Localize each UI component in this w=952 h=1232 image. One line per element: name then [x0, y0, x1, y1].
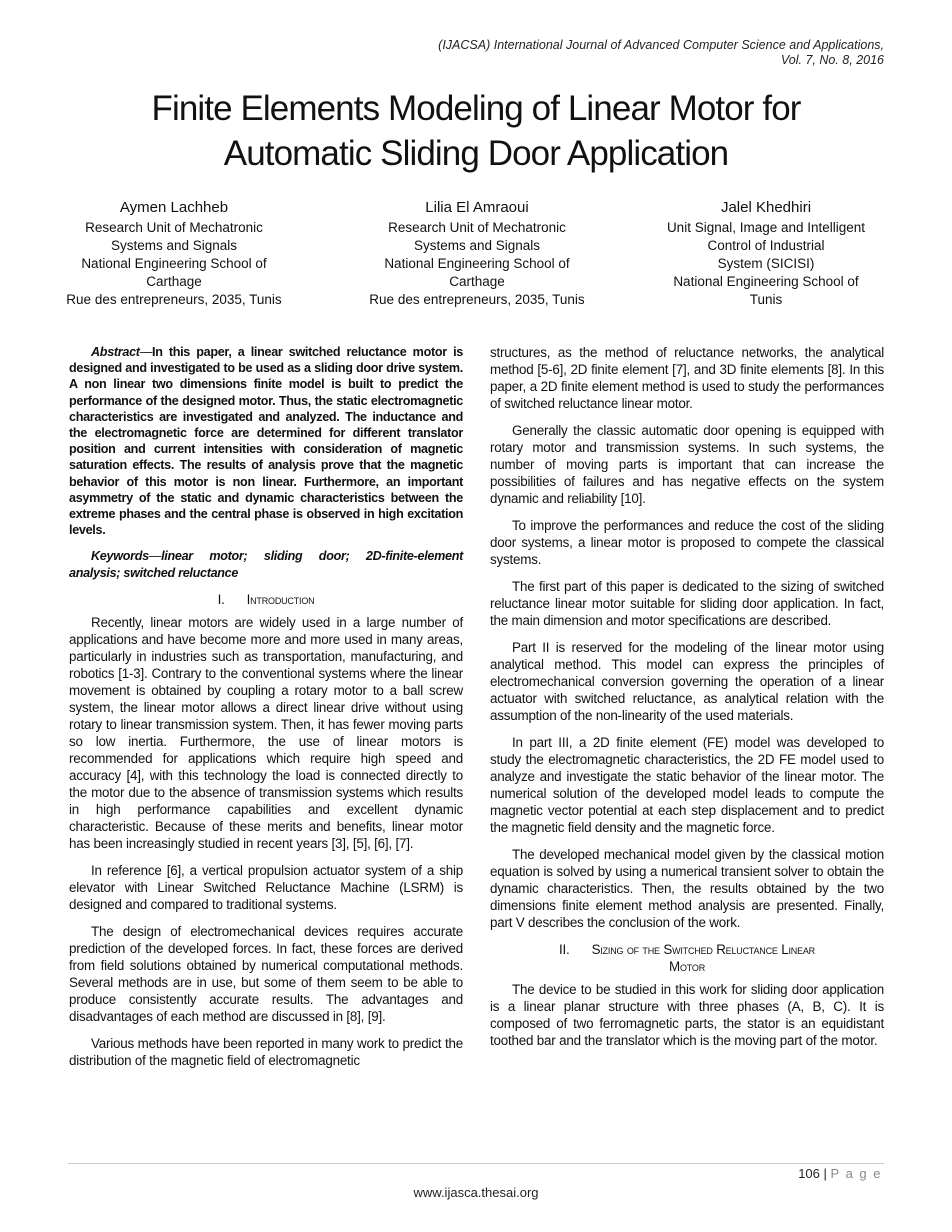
paragraph: To improve the performances and reduce the cost of the sliding door systems, a linear motor is proposed to compete the classical systems.	[490, 518, 884, 567]
page-number-value: 106	[798, 1166, 820, 1181]
author-affiliation-line: Carthage	[449, 274, 505, 289]
author-3	[641, 198, 891, 309]
author-affiliation-line: National Engineering School of	[81, 256, 267, 271]
paragraph: Generally the classic automatic door opening is equipped with rotary motor and transmission systems. In such systems, the number of moving parts is important that can increase the possibilities of failures and has negative effects on the system dynamic and reliability [10].	[490, 423, 884, 506]
paragraph: The design of electromechanical devices requires accurate prediction of the developed forces. In fact, these forces are derived from field solutions obtained by numerical computational methods. Several methods are in use, but some of them seem to be able to produce consistently accurate results. The advantages and disadvantages of each method are discussed in [8], [9].	[69, 923, 463, 1024]
title-line2: Automatic Sliding Door Application	[223, 134, 729, 173]
author-affiliation-line: Tunis	[749, 292, 783, 307]
paragraph: In reference [6], a vertical propulsion actuator system of a ship elevator with Linear Switched Reluctance Machine (LSRM) is designed and compared to traditional systems.	[69, 862, 463, 912]
journal-header-line2: Vol. 7, No. 8, 2016	[780, 53, 884, 67]
abstract-label: Abstract	[91, 345, 140, 359]
author-2	[352, 198, 602, 309]
section-number: II.	[559, 942, 570, 957]
author-name: Aymen Lachheb	[119, 199, 229, 216]
right-column	[490, 344, 884, 1059]
paragraph: In part III, a 2D finite element (FE) model was developed to study the electromagnetic characteristics, the 2D FE model used to analyze and investigate the static behavior of the linear motor. The numerical solution of the developed model leads to compute the magnetic vector potential at each step displacement and to predict the magnetic field density and the magnetic force.	[490, 735, 884, 835]
footer-website[interactable]: www.ijasca.thesai.org	[413, 1185, 539, 1200]
abstract-dash: —	[139, 345, 152, 359]
paragraph: The developed mechanical model given by the classical motion equation is solved by using a numerical transient solver to obtain the dynamic characteristics. Then, the results obtained by the two dimensions finite element method analysis are presented. Finally, part V describes the conclusion of the work.	[490, 847, 884, 930]
journal-header-line1: (IJACSA) International Journal of Advanced Computer Science and Applications,	[438, 38, 884, 52]
section-title: Introduction	[246, 591, 315, 607]
keywords-dash: —	[148, 549, 162, 564]
section-title-line1: Sizing of the Switched Reluctance Linear	[591, 942, 815, 957]
abstract-text: In this paper, a linear switched reluctance motor is designed and investigated to be used as a sliding door drive system. A non linear two dimensions finite model is built to predict the performance of the designed motor. Thus, the static electromagnetic characteristics are investigated and analyzed. The inductance and the electromagnetic force are determined for different translator position and current intensities with consideration of magnetic saturation effects. The results of analysis prove that the magnetic behavior of this motor is non linear. Furthermore, an important asymmetry of the static and dynamic characteristics between the extreme phases and the central phase is observed in high excitation levels.	[69, 345, 463, 538]
author-block	[60, 198, 892, 318]
author-1	[49, 198, 299, 309]
author-name: Lilia El Amraoui	[425, 199, 529, 216]
journal-header	[324, 38, 884, 68]
author-affiliation-line: Research Unit of Mechatronic	[388, 220, 566, 235]
section-heading-introduction	[69, 591, 463, 608]
section-number: I.	[217, 591, 225, 607]
author-affiliation-line: Rue des entrepreneurs, 2035, Tunis	[369, 292, 585, 307]
section-heading-sizing	[490, 941, 884, 975]
paper-title	[60, 86, 892, 176]
paragraph: Recently, linear motors are widely used in a large number of applications and have become more and more used in many areas, particularly in industries such as transportation, manufacturing, and robotics [1-3]. Contrary to the conventional systems where the linear movement is obtained by coupling a rotary motor to a ball screw system, the linear motor allows a direct linear drive without using rotary to linear transmission system. Then, it has fewer moving parts so low inertia. Furthermore, the use of linear motors is recommended for applications which require high speed and accuracy [4], with this technology the load is connected directly to the motor due to the absence of transmission systems which results in high performance capabilities and excellent dynamic characteristic. Because of these merits and benefits, linear motor has been increasingly studied in recent years [3], [5], [6], [7].	[69, 614, 463, 851]
paragraph: The device to be studied in this work for sliding door application is a linear planar structure with three phases (A, B, C). It is composed of two ferromagnetic parts, the stator is an equidistant toothed bar and the translator which is the moving part of the motor.	[490, 982, 884, 1048]
author-affiliation-line: Systems and Signals	[413, 238, 541, 253]
author-affiliation-line: Research Unit of Mechatronic	[85, 220, 263, 235]
author-affiliation-line: National Engineering School of	[384, 256, 570, 271]
paragraph-continuation: structures, as the method of reluctance networks, the analytical method [5-6], 2D finite element [7], and 3D finite elements [8]. In this paper, a 2D finite element method is used to study the performances of switched reluctance linear motor.	[490, 345, 884, 411]
title-line1: Finite Elements Modeling of Linear Motor for	[151, 89, 801, 128]
keywords	[69, 548, 463, 580]
paragraph: Part II is reserved for the modeling of the linear motor using analytical method. This model can express the principles of electromechanical conversion governing the operation of a linear actuator with switched reluctance, as analytical relation with the assumption of the non-linearity of the used materials.	[490, 640, 884, 723]
section-title-line2: Motor	[669, 959, 705, 974]
left-column	[69, 344, 463, 1079]
author-affiliation-line: Control of Industrial	[707, 238, 825, 253]
paragraph: Various methods have been reported in many work to predict the distribution of the magnetic field of electromagnetic	[69, 1035, 463, 1068]
footer-divider	[68, 1163, 884, 1164]
page-separator: |	[823, 1166, 827, 1181]
abstract	[69, 344, 463, 538]
page-number	[798, 1166, 882, 1181]
author-name: Jalel Khedhiri	[720, 199, 812, 216]
author-affiliation-line: System (SICISI)	[717, 256, 815, 271]
author-affiliation-line: Unit Signal, Image and Intelligent	[666, 220, 866, 235]
keywords-label: Keywords	[91, 549, 149, 564]
paragraph: The first part of this paper is dedicated to the sizing of switched reluctance linear motor suitable for sliding door application. In fact, the main dimension and motor specifications are described.	[490, 579, 884, 628]
author-affiliation-line: Systems and Signals	[110, 238, 238, 253]
author-affiliation-line: National Engineering School of	[673, 274, 859, 289]
author-affiliation-line: Rue des entrepreneurs, 2035, Tunis	[66, 292, 282, 307]
author-affiliation-line: Carthage	[146, 274, 202, 289]
page-label: P a g e	[830, 1166, 882, 1181]
keywords-text: linear motor; sliding door; 2D-finite-element analysis; switched reluctance	[69, 549, 463, 580]
